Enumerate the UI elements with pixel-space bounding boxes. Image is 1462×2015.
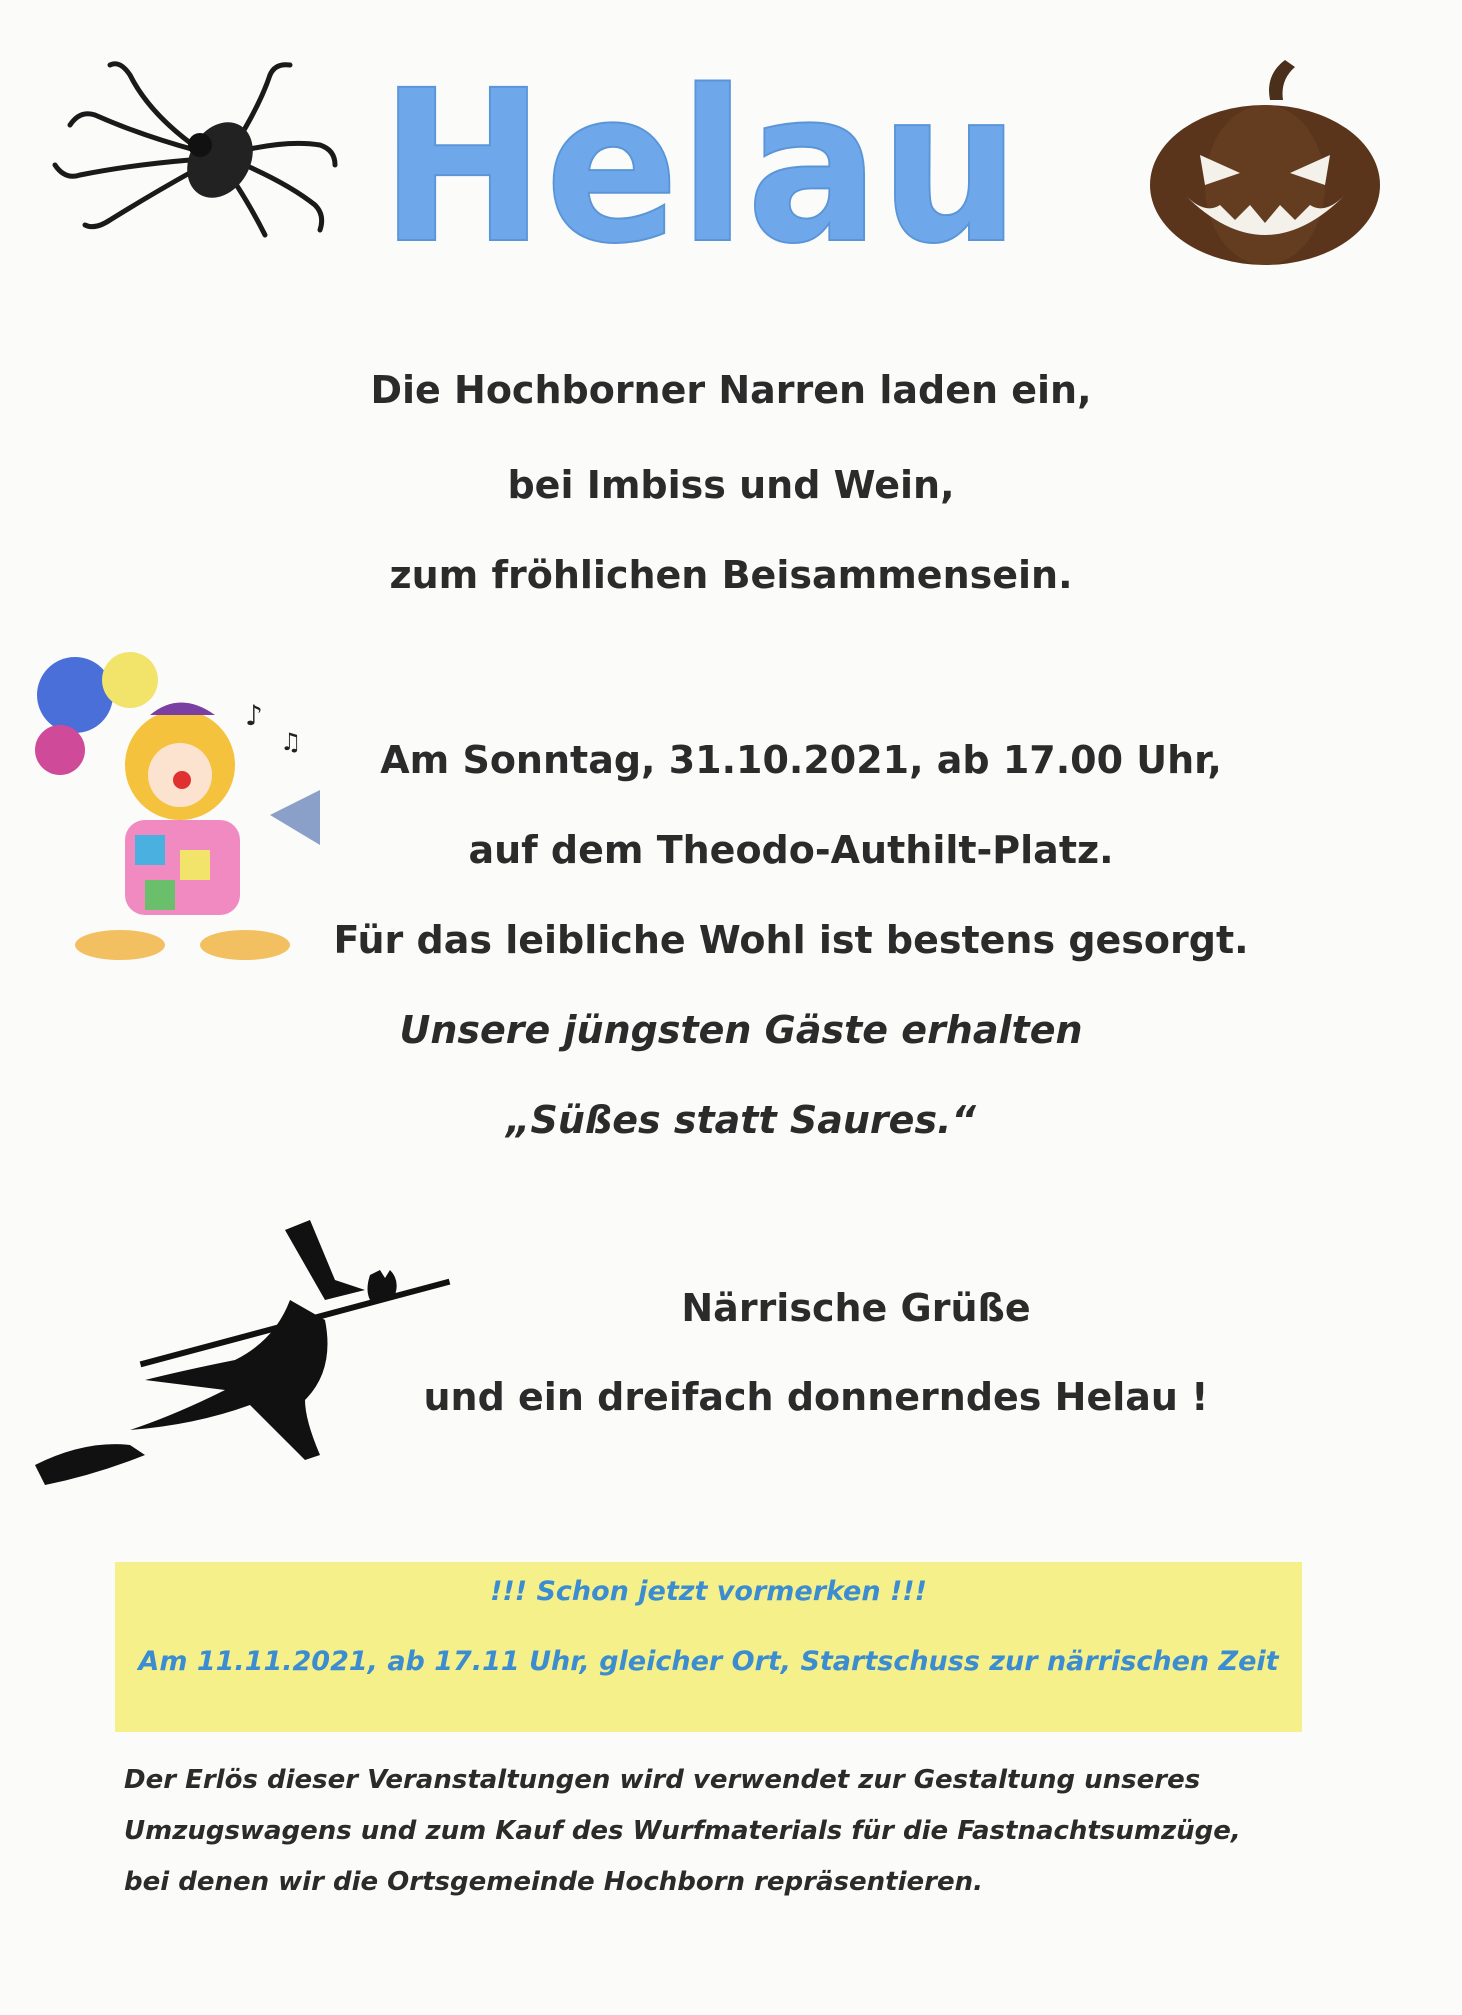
- svg-text:♪: ♪: [245, 699, 263, 732]
- footer-line-2: Umzugswagens und zum Kauf des Wurfmaterials für die Fastnachtsumzüge,: [124, 1816, 1241, 1846]
- svg-text:♫: ♫: [280, 728, 302, 756]
- event-kids-line-1: Unsere jüngsten Gäste erhalten: [399, 1008, 1083, 1052]
- spider-icon: [50, 55, 340, 245]
- event-food-line: Für das leibliche Wohl ist bestens gesorgt.: [333, 918, 1249, 962]
- event-place-line: auf dem Theodo-Authilt-Platz.: [468, 828, 1114, 872]
- invitation-line-1: Die Hochborner Narren laden ein,: [370, 368, 1092, 412]
- footer-line-1: Der Erlös dieser Veranstaltungen wird verwendet zur Gestaltung unseres: [124, 1765, 1201, 1795]
- witch-icon: [35, 1200, 455, 1490]
- notice-box: [115, 1562, 1302, 1732]
- invitation-line-2: bei Imbiss und Wein,: [507, 463, 955, 507]
- title-logo: [370, 40, 1050, 290]
- notice-details: Am 11.11.2021, ab 17.11 Uhr, gleicher Ort, Startschuss zur närrischen Zeit: [138, 1646, 1279, 1677]
- pumpkin-icon: [1145, 55, 1385, 270]
- footer-line-3: bei denen wir die Ortsgemeinde Hochborn repräsentieren.: [124, 1867, 983, 1897]
- invitation-line-3: zum fröhlichen Beisammensein.: [389, 553, 1073, 597]
- event-kids-line-2: „Süßes statt Saures.“: [506, 1098, 976, 1142]
- event-date-line: Am Sonntag, 31.10.2021, ab 17.00 Uhr,: [380, 738, 1222, 782]
- title-text: Helau: [380, 45, 1020, 290]
- greeting-line-2: und ein dreifach donnerndes Helau !: [423, 1375, 1209, 1419]
- greeting-line-1: Närrische Grüße: [681, 1286, 1031, 1330]
- notice-headline: !!! Schon jetzt vormerken !!!: [490, 1576, 927, 1607]
